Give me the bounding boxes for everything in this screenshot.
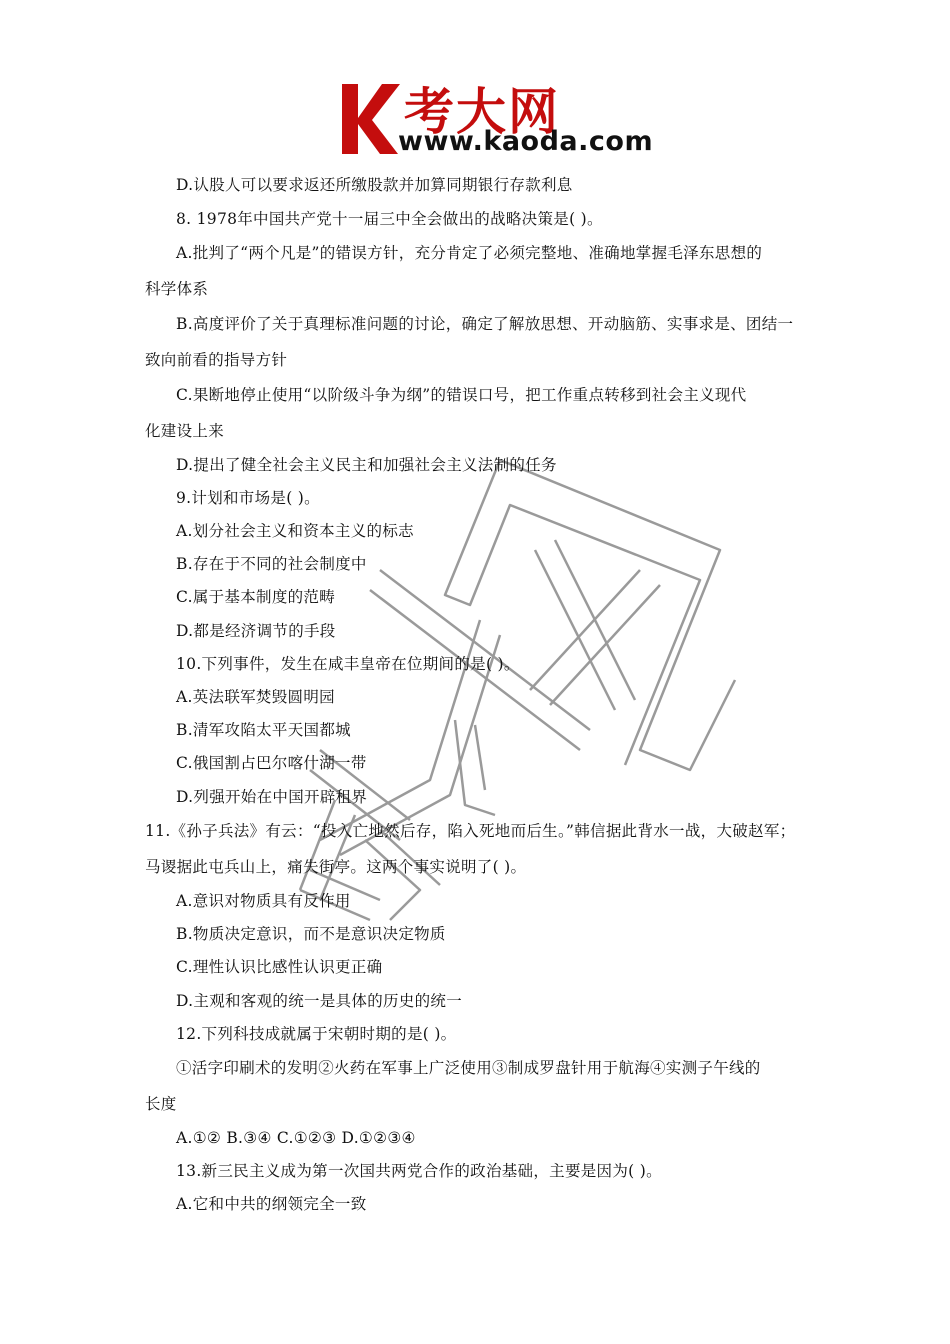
logo-name: 考大网 [404, 83, 560, 141]
text-line: B.存在于不同的社会制度中 [176, 555, 367, 573]
text-line: ①活字印刷术的发明②火药在军事上广泛使用③制成罗盘针用于航海④实测子午线的 [176, 1059, 761, 1077]
text-line: D.提出了健全社会主义民主和加强社会主义法制的任务 [176, 456, 557, 474]
text-line: 科学体系 [145, 280, 209, 298]
text-line: D.认股人可以要求返还所缴股款并加算同期银行存款利息 [176, 176, 573, 194]
text-line: 11.《孙子兵法》有云：“投入亡地然后存，陷入死地而后生。”韩信据此背水一战，大破赵军； [145, 822, 796, 840]
text-line: B.清军攻陷太平天国都城 [176, 721, 351, 739]
text-line: A.英法联军焚毁圆明园 [176, 688, 335, 706]
text-line: 致向前看的指导方针 [145, 351, 288, 369]
text-line: A.划分社会主义和资本主义的标志 [176, 522, 414, 540]
text-line: 12.下列科技成就属于宋朝时期的是( )。 [176, 1025, 457, 1043]
logo-url: www.kaoda.com [398, 126, 654, 157]
text-line: 化建设上来 [145, 422, 225, 440]
text-line: C.果断地停止使用“以阶级斗争为纲”的错误口号，把工作重点转移到社会主义现代 [176, 386, 747, 404]
text-line: A.①② B.③④ C.①②③ D.①②③④ [176, 1129, 416, 1147]
text-line: 13.新三民主义成为第一次国共两党合作的政治基础，主要是因为( )。 [176, 1162, 662, 1180]
text-line: B.高度评价了关于真理标准问题的讨论，确定了解放思想、开动脑筋、实事求是、团结一 [176, 315, 794, 333]
text-line: C.属于基本制度的范畴 [176, 588, 336, 606]
text-line: C.理性认识比感性认识更正确 [176, 958, 383, 976]
text-line: C.俄国割占巴尔喀什湖一带 [176, 754, 367, 772]
text-line: D.都是经济调节的手段 [176, 622, 336, 640]
text-line: A.批判了“两个凡是”的错误方针，充分肯定了必须完整地、准确地掌握毛泽东思想的 [176, 244, 763, 262]
text-line: D.列强开始在中国开辟租界 [176, 788, 368, 806]
text-line: 马谡据此屯兵山上，痛失街亭。这两个事实说明了( )。 [145, 858, 527, 876]
text-line: A.它和中共的纲领完全一致 [176, 1195, 367, 1213]
text-line: D.主观和客观的统一是具体的历史的统一 [176, 992, 463, 1010]
text-line: 9.计划和市场是( )。 [176, 489, 320, 507]
text-line: A.意识对物质具有反作用 [176, 892, 351, 910]
text-line: 10.下列事件，发生在咸丰皇帝在位期间的是( )。 [176, 655, 520, 673]
text-line: B.物质决定意识，而不是意识决定物质 [176, 925, 446, 943]
text-line: 长度 [145, 1095, 177, 1113]
text-line: 8. 1978年中国共产党十一届三中全会做出的战略决策是( )。 [176, 210, 603, 228]
